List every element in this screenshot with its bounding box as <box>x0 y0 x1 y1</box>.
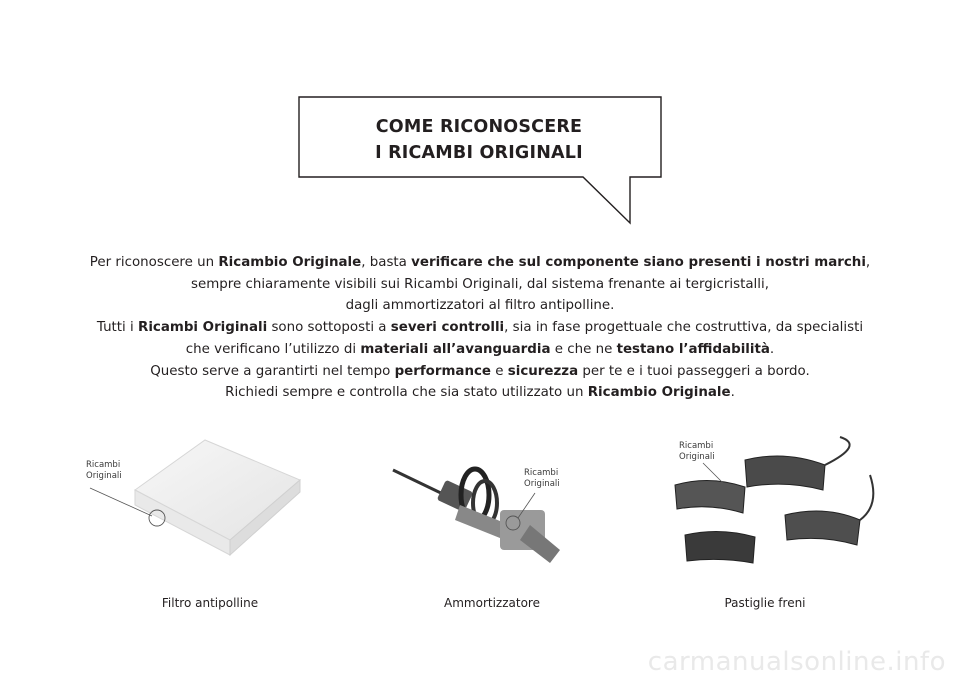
title-line-2: I RICAMBI ORIGINALI <box>375 143 583 163</box>
brake-brand-label: Ricambi Originali <box>679 441 715 462</box>
shock-brand-label: Ricambi Originali <box>524 468 560 489</box>
caption-pastiglie: Pastiglie freni <box>724 596 806 610</box>
caption-ammortizzatore: Ammortizzatore <box>444 596 540 610</box>
paragraph-line-7: Richiedi sempre e controlla che sia stato utilizzato un Ricambio Originale. <box>225 385 735 401</box>
title-line-1: COME RICONOSCERE <box>375 117 583 137</box>
cabin-filter-image <box>80 430 320 590</box>
watermark: carmanualsonline.info <box>647 647 946 677</box>
paragraph-line-4: Tutti i Ricambi Originali sono sottoposti a severi controlli, sia in fase progettuale che costruttiva, da specialisti <box>96 320 864 336</box>
filter-brand-label: Ricambi Originali <box>86 460 122 481</box>
paragraph-line-5: che verificano l’utilizzo di materiali all’avanguardia e che ne testano l’affidabilità. <box>185 341 775 357</box>
paragraph-line-1: Per riconoscere un Ricambio Originale, basta verificare che sul componente siano presenti i nostri marchi, <box>89 255 871 270</box>
paragraph-line-3: dagli ammortizzatori al filtro antipolline. <box>345 298 615 314</box>
intro-paragraph <box>40 252 920 404</box>
paragraph-line-2: sempre chiaramente visibili sui Ricambi Originali, dal sistema frenante ai tergicristalli, <box>191 276 769 292</box>
page-title <box>300 114 658 166</box>
paragraph-line-6: Questo serve a garantirti nel tempo performance e sicurezza per te e i tuoi passeggeri a bordo. <box>150 363 810 379</box>
caption-filtro: Filtro antipolline <box>161 596 259 610</box>
